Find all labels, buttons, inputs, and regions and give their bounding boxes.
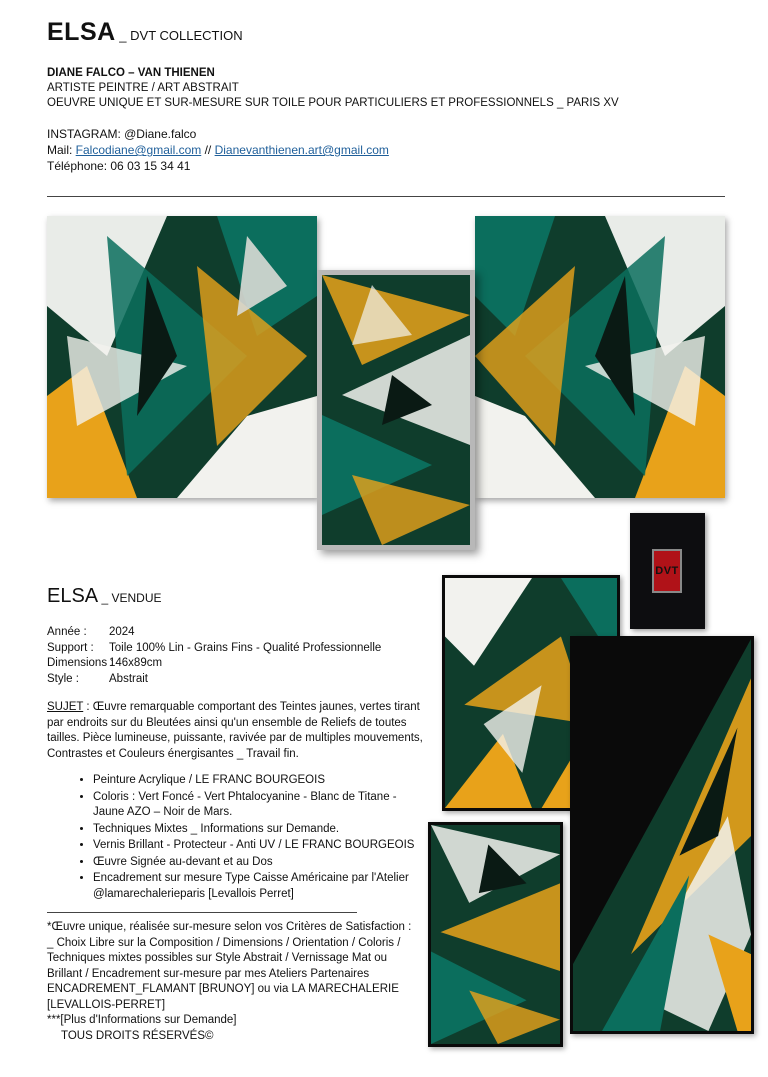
list-item: • Encadrement sur mesure Type Caisse Américaine par l'Atelier @lamarechalerieparis [Levallois Perret] <box>93 871 425 902</box>
list-item: • Vernis Brillant - Protecteur - Anti UV / LE FRANC BOURGEOIS <box>93 838 425 854</box>
divider <box>47 196 725 197</box>
list-item: • Peinture Acrylique / LE FRANC BOURGEOIS <box>93 773 425 789</box>
spec-row <box>47 641 381 657</box>
title-main: ELSA <box>47 18 116 46</box>
spec-row <box>47 625 381 641</box>
sujet-label: SUJET <box>47 701 84 713</box>
dvt-logo: DVT <box>652 549 682 593</box>
spec-value: 146x89cm <box>109 657 163 669</box>
dvt-logo-card <box>630 513 705 629</box>
mail-link-1[interactable]: Falcodiane@gmail.com <box>75 143 202 157</box>
note-line: ***[Plus d'Informations sur Demande] <box>47 1014 237 1026</box>
notes-block <box>47 920 419 1044</box>
feature-list <box>47 773 425 903</box>
spec-row <box>47 656 381 672</box>
mail-link-2[interactable]: Dianevanthienen.art@gmail.com <box>214 143 389 157</box>
spec-value: Toile 100% Lin - Grains Fins - Qualité Professionnelle <box>109 641 382 654</box>
artist-name: DIANE FALCO – VAN THIENEN <box>47 67 215 79</box>
copyright-line: TOUS DROITS RÉSERVÉS© <box>61 1029 214 1042</box>
title-suffix: _ DVT COLLECTION <box>115 28 243 43</box>
artwork-title <box>47 585 162 608</box>
painting-left-panel <box>47 216 317 498</box>
detail-photo-2 <box>570 636 754 1034</box>
note-line: _ Choix Libre sur la Composition / Dimensions / Orientation / Coloris / Techniques mixtes possibles sur Style Abstrait / Vernissage Mat ou Brillant / Encadrement sur-mesure par mes Ateliers Partenaires ENCADREMENT_FLAMANT [BRUNOY] ou via LA MARECHALERIE [LEVALLOIS-PERRET] <box>47 936 401 1011</box>
detail-photo-3 <box>428 822 563 1047</box>
painting-right-panel <box>475 216 725 498</box>
sujet-description <box>47 700 425 762</box>
spec-label: Dimensions : <box>47 657 114 669</box>
mail-label: Mail: <box>47 143 76 157</box>
mail-line <box>47 142 389 158</box>
detail-photo-2-image <box>573 639 751 1031</box>
instagram-handle: INSTAGRAM: @Diane.falco <box>47 127 197 141</box>
sujet-text: : Œuvre remarquable comportant des Teintes jaunes, vertes tirant par endroits sur du Bleutées ainsi qu'un ensemble de Reliefs de toutes tailles. Pièce lumineuse, puissante, ravivée par de multiples mouvements, Contrastes et Couleurs énergisantes _ Travail fin. <box>47 701 423 760</box>
painting-center-image <box>322 275 470 545</box>
detail-photo-3-image <box>431 825 560 1044</box>
note-line: *Œuvre unique, réalisée sur-mesure selon vos Critères de Satisfaction : <box>47 921 412 933</box>
spec-value: 2024 <box>109 626 135 638</box>
phone-number: Téléphone: 06 03 15 34 41 <box>47 159 191 173</box>
artwork-status: _ VENDUE <box>98 591 162 605</box>
artist-header <box>47 66 619 111</box>
spec-label: Support : <box>47 641 94 654</box>
list-item: • Coloris : Vert Foncé - Vert Phtalocyanine - Blanc de Titane - Jaune AZO – Noir de Mars. <box>93 790 425 821</box>
notes-divider <box>47 912 357 913</box>
spec-label: Année : <box>47 626 87 638</box>
artwork-name: ELSA <box>47 585 99 607</box>
painting-right-image <box>475 216 725 498</box>
contact-block <box>47 126 389 174</box>
artist-tagline: OEUVRE UNIQUE ET SUR-MESURE SUR TOILE POUR PARTICULIERS ET PROFESSIONNELS _ PARIS XV <box>47 97 619 109</box>
spec-label: Style : <box>47 672 79 685</box>
list-item: • Techniques Mixtes _ Informations sur Demande. <box>93 822 425 838</box>
artwork-specs <box>47 625 381 687</box>
page-title <box>47 18 243 47</box>
list-item: • Œuvre Signée au-devant et au Dos <box>93 855 425 871</box>
spec-value: Abstrait <box>109 672 148 685</box>
artist-role: ARTISTE PEINTRE / ART ABSTRAIT <box>47 82 239 94</box>
painting-left-image <box>47 216 317 498</box>
mail-separator: // <box>201 143 215 157</box>
spec-row <box>47 672 381 688</box>
painting-framed-center <box>317 270 475 550</box>
